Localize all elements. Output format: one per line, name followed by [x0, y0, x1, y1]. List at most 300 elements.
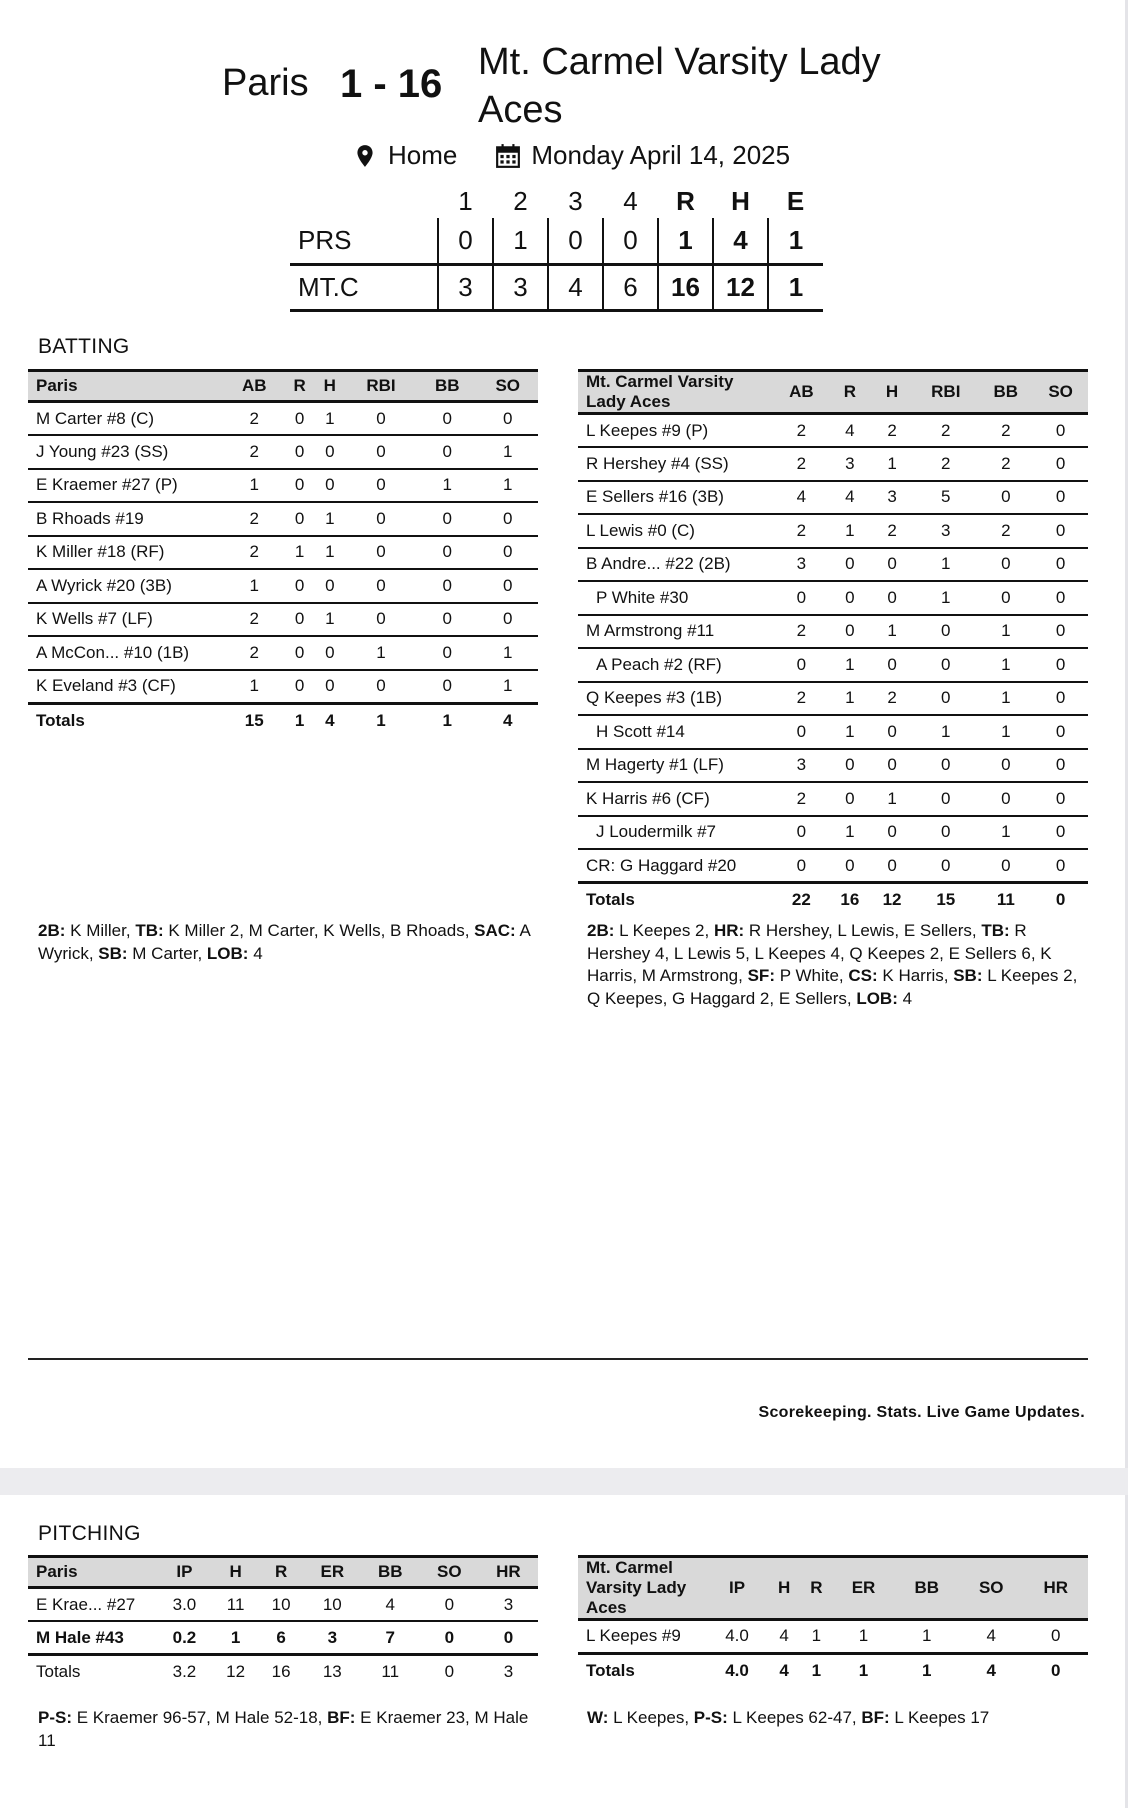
player-name: Q Keepes #3 (1B)	[578, 682, 774, 716]
player-name: L Lewis #0 (C)	[578, 514, 774, 548]
stat-cell: 0	[871, 548, 913, 582]
stat-cell: 10	[304, 1588, 361, 1622]
player-name: B Rhoads #19	[28, 502, 224, 536]
total-errors: 1	[768, 264, 823, 310]
game-date: Monday April 14, 2025	[531, 140, 791, 170]
stat-cell: 1	[829, 682, 871, 716]
note-label: LOB:	[206, 943, 249, 963]
stat-cell: 1	[978, 648, 1033, 682]
stat-cell: 0.2	[156, 1621, 213, 1655]
pitcher-row	[28, 1621, 538, 1655]
inning-header: 3	[568, 185, 583, 216]
stat-cell: 0	[978, 481, 1033, 515]
map-pin-icon	[352, 143, 378, 169]
stat-cell: 2	[774, 782, 829, 816]
batter-row	[578, 648, 1088, 682]
paris-pitching-notes	[38, 1707, 548, 1752]
batter-row	[578, 849, 1088, 883]
stat-cell: 1	[978, 816, 1033, 850]
stat-cell: 1	[478, 636, 539, 670]
batter-row	[578, 782, 1088, 816]
note-label: SAC:	[474, 921, 516, 940]
stat-cell: 1	[913, 548, 978, 582]
stat-cell: 1	[224, 569, 284, 603]
team-column-header: Mt. Carmel Varsity Lady Aces	[578, 371, 774, 414]
player-name: K Eveland #3 (CF)	[28, 670, 224, 704]
batter-row	[28, 603, 538, 637]
stat-cell: 0	[345, 603, 417, 637]
stat-cell: 0	[284, 569, 314, 603]
player-name: A Wyrick #20 (3B)	[28, 569, 224, 603]
away-team-name: Paris	[222, 62, 309, 104]
stat-cell: 0	[774, 715, 829, 749]
stat-cell: 0	[478, 502, 539, 536]
note-text: K Miller 2, M Carter, K Wells, B Rhoads,	[163, 921, 475, 940]
total-runs: 16	[658, 264, 713, 310]
stat-cell: 2	[978, 514, 1033, 548]
total-cell: 4	[478, 703, 539, 737]
page-gap	[0, 1468, 1128, 1495]
stat-cell: 1	[871, 615, 913, 649]
stat-cell: 2	[224, 603, 284, 637]
player-name: R Hershey #4 (SS)	[578, 447, 774, 481]
stat-cell: 4	[774, 481, 829, 515]
inning-runs: 1	[493, 218, 548, 264]
stat-cell: 2	[871, 682, 913, 716]
stat-cell: 0	[1033, 682, 1088, 716]
player-name: P White #30	[578, 581, 774, 615]
stat-cell: 7	[361, 1621, 420, 1655]
stat-column-header: BB	[978, 371, 1033, 414]
stat-cell: 0	[829, 749, 871, 783]
inning-runs: 0	[438, 218, 493, 264]
stat-column-header: HR	[1023, 1557, 1088, 1620]
table-header-row	[578, 371, 1088, 414]
stat-cell: 4	[829, 481, 871, 515]
stat-cell: 0	[345, 670, 417, 704]
stat-cell: 0	[913, 849, 978, 883]
stat-column-header: H	[871, 371, 913, 414]
stat-cell: 2	[224, 402, 284, 436]
stat-cell: 0	[315, 435, 345, 469]
totals-row	[578, 883, 1088, 917]
stat-cell: 0	[774, 816, 829, 850]
batter-row	[578, 682, 1088, 716]
stat-cell: 0	[417, 502, 477, 536]
note-text: L Keepes 17	[889, 1708, 990, 1727]
player-name: J Young #23 (SS)	[28, 435, 224, 469]
line-score-team: MT.C	[290, 264, 438, 310]
stat-cell: 0	[345, 502, 417, 536]
player-name: M Hagerty #1 (LF)	[578, 749, 774, 783]
stat-cell: 0	[284, 636, 314, 670]
stat-column-header: IP	[156, 1557, 213, 1588]
stat-cell: 2	[774, 414, 829, 448]
total-cell: 13	[322, 1662, 342, 1681]
stat-cell: 0	[978, 849, 1033, 883]
stat-cell: 0	[478, 402, 539, 436]
totals-label: Totals	[28, 703, 224, 737]
stat-cell: 0	[478, 536, 539, 570]
total-cell: 3.2	[172, 1662, 197, 1681]
team-column-header: Mt. Carmel Varsity Lady Aces	[578, 1557, 706, 1620]
stat-cell: 0	[774, 648, 829, 682]
total-cell: 22	[774, 883, 829, 917]
note-label: HR:	[713, 921, 745, 940]
stat-cell: 6	[258, 1621, 304, 1655]
totals-row	[28, 1655, 538, 1689]
stat-cell: 0	[913, 615, 978, 649]
stat-cell: 1	[417, 469, 477, 503]
stat-cell: 3	[829, 447, 871, 481]
stat-cell: 1	[829, 648, 871, 682]
stat-cell: 0	[284, 469, 314, 503]
batter-row	[578, 447, 1088, 481]
stat-cell: 2	[871, 514, 913, 548]
stat-cell: 2	[913, 447, 978, 481]
stat-cell: 0	[284, 502, 314, 536]
stat-cell: 0	[420, 1588, 479, 1622]
stat-cell: 1	[284, 536, 314, 570]
note-text: K Miller,	[65, 921, 136, 940]
stat-cell: 1	[345, 636, 417, 670]
note-text: L Keepes 2, Q Keepes, G Haggard 2, E Sellers,	[587, 966, 1078, 1008]
batter-row	[28, 402, 538, 436]
stat-cell: 2	[978, 414, 1033, 448]
stat-cell: 0	[420, 1621, 479, 1655]
total-cell: 4	[959, 1653, 1023, 1687]
player-name: L Keepes #9	[578, 1620, 706, 1654]
stat-cell: 0	[345, 402, 417, 436]
box-score-page-2	[0, 1495, 1128, 1808]
stat-column-header: SO	[420, 1557, 479, 1588]
stat-cell: 0	[315, 636, 345, 670]
footer-divider	[28, 1358, 1088, 1360]
paris-batting-notes	[38, 920, 548, 965]
stat-column-header: SO	[478, 371, 539, 402]
stat-cell: 1	[833, 1620, 895, 1654]
note-text: L Keepes 62-47,	[727, 1708, 862, 1727]
player-name: K Miller #18 (RF)	[28, 536, 224, 570]
mtc-batting-table	[578, 369, 1088, 916]
total-cell: 1	[895, 1653, 959, 1687]
stat-column-header: H	[768, 1557, 800, 1620]
stat-cell: 1	[224, 469, 284, 503]
stat-cell: 0	[417, 636, 477, 670]
note-label: BF:	[861, 1708, 890, 1727]
note-text: 4	[248, 943, 263, 963]
stat-cell: 0	[871, 816, 913, 850]
note-label: TB:	[981, 921, 1010, 940]
total-cell: 0	[1033, 883, 1088, 917]
stat-cell: 1	[478, 670, 539, 704]
note-text: R Hershey 4, L Lewis 5, L Keepes 4, Q Keepes 2, E Sellers 6, K Harris, M Armstrong,	[587, 921, 1052, 985]
total-cell: 12	[871, 883, 913, 917]
errors-header: E	[786, 185, 805, 216]
stat-cell: 0	[417, 536, 477, 570]
pitcher-row	[578, 1620, 1088, 1654]
note-text: L Keepes,	[608, 1708, 694, 1727]
total-errors: 1	[768, 218, 823, 264]
batter-row	[28, 636, 538, 670]
total-cell: 4	[315, 703, 345, 737]
stat-cell: 0	[913, 782, 978, 816]
note-text: P White,	[774, 966, 849, 985]
batting-section-title: BATTING	[38, 335, 130, 358]
total-cell: 3	[503, 1662, 514, 1681]
runs-header: R	[676, 185, 695, 216]
note-text: R Hershey, L Lewis, E Sellers,	[744, 921, 982, 940]
batter-row	[28, 536, 538, 570]
stat-cell: 1	[829, 514, 871, 548]
stat-cell: 1	[913, 581, 978, 615]
inning-runs: 4	[548, 264, 603, 310]
inning-header: 4	[623, 185, 638, 216]
stat-cell: 0	[829, 782, 871, 816]
stat-column-header: RBI	[345, 371, 417, 402]
stat-cell: 0	[315, 569, 345, 603]
stat-cell: 3	[479, 1588, 538, 1622]
player-name: A Peach #2 (RF)	[578, 648, 774, 682]
batter-row	[28, 502, 538, 536]
stat-cell: 0	[871, 715, 913, 749]
total-cell: 1	[833, 1653, 895, 1687]
stat-column-header: HR	[479, 1557, 538, 1588]
stat-cell: 2	[774, 447, 829, 481]
batter-row	[578, 481, 1088, 515]
hits-header: H	[731, 185, 750, 216]
player-name: E Kraemer #27 (P)	[28, 469, 224, 503]
total-hits: 12	[713, 264, 768, 310]
game-meta	[352, 140, 790, 171]
batter-row	[578, 414, 1088, 448]
stat-cell: 0	[284, 603, 314, 637]
stat-cell: 0	[479, 1621, 538, 1655]
stat-cell: 1	[478, 469, 539, 503]
stat-cell: 0	[1033, 514, 1088, 548]
total-cell: 4.0	[706, 1653, 768, 1687]
note-text: K Harris,	[877, 966, 954, 985]
total-cell: 0	[444, 1662, 455, 1681]
stat-column-header: IP	[706, 1557, 768, 1620]
stat-cell: 2	[224, 636, 284, 670]
stat-cell: 5	[913, 481, 978, 515]
stat-cell: 0	[345, 569, 417, 603]
stat-cell: 1	[895, 1620, 959, 1654]
batter-row	[28, 569, 538, 603]
player-name: M Hale #43	[28, 1621, 156, 1655]
player-name: B Andre... #22 (2B)	[578, 548, 774, 582]
player-name: K Harris #6 (CF)	[578, 782, 774, 816]
stat-cell: 0	[417, 670, 477, 704]
stat-cell: 0	[1033, 816, 1088, 850]
mtc-pitching-notes	[587, 1707, 1087, 1730]
stat-cell: 0	[1033, 648, 1088, 682]
stat-cell: 3	[774, 749, 829, 783]
stat-column-header: BB	[361, 1557, 420, 1588]
total-cell: 12	[226, 1662, 246, 1681]
stat-cell: 1	[871, 447, 913, 481]
stat-cell: 1	[315, 402, 345, 436]
stat-cell: 1	[800, 1620, 832, 1654]
note-label: SF:	[747, 966, 775, 985]
player-name: M Carter #8 (C)	[28, 402, 224, 436]
batter-row	[28, 469, 538, 503]
stat-cell: 0	[774, 849, 829, 883]
final-score: 1 - 16	[340, 62, 443, 106]
total-cell: 1	[284, 703, 314, 737]
note-label: P-S:	[38, 1708, 72, 1727]
player-name: E Sellers #16 (3B)	[578, 481, 774, 515]
stat-cell: 0	[978, 548, 1033, 582]
stat-cell: 11	[213, 1588, 259, 1622]
stat-column-header: H	[213, 1557, 259, 1588]
table-header-row	[578, 1557, 1088, 1620]
note-text: A Wyrick,	[38, 921, 530, 963]
stat-cell: 0	[1033, 715, 1088, 749]
note-label: LOB:	[856, 988, 898, 1008]
mtc-pitching-table	[578, 1555, 1088, 1687]
stat-cell: 0	[829, 849, 871, 883]
player-name: E Krae... #27	[28, 1588, 156, 1622]
stat-cell: 0	[345, 536, 417, 570]
stat-column-header: AB	[224, 371, 284, 402]
batter-row	[578, 615, 1088, 649]
note-label: 2B:	[38, 921, 66, 940]
stat-cell: 0	[1033, 447, 1088, 481]
total-cell: 11	[978, 883, 1033, 917]
paris-batting-table	[28, 369, 538, 737]
line-score-row	[290, 218, 823, 264]
stat-cell: 0	[913, 816, 978, 850]
stat-cell: 2	[224, 502, 284, 536]
stat-cell: 0	[284, 402, 314, 436]
pitcher-row	[28, 1588, 538, 1622]
stat-cell: 1	[913, 715, 978, 749]
stat-cell: 0	[871, 749, 913, 783]
stat-column-header: R	[829, 371, 871, 414]
stat-cell: 2	[774, 682, 829, 716]
stat-cell: 0	[1033, 581, 1088, 615]
stat-cell: 1	[871, 782, 913, 816]
stat-cell: 2	[224, 536, 284, 570]
stat-cell: 1	[978, 682, 1033, 716]
stat-cell: 0	[1023, 1620, 1088, 1654]
stat-cell: 3	[913, 514, 978, 548]
footer-tagline: Scorekeeping. Stats. Live Game Updates.	[758, 1404, 1085, 1421]
batter-row	[578, 715, 1088, 749]
stat-cell: 0	[871, 849, 913, 883]
stat-cell: 1	[978, 715, 1033, 749]
stat-cell: 0	[417, 402, 477, 436]
note-label: BF:	[327, 1708, 356, 1727]
stat-cell: 4	[959, 1620, 1023, 1654]
stat-column-header: R	[284, 371, 314, 402]
note-label: SB:	[98, 943, 128, 963]
stat-cell: 0	[978, 581, 1033, 615]
total-cell: 11	[381, 1662, 400, 1681]
mtc-batting-notes	[587, 920, 1087, 1010]
stat-cell: 0	[1033, 849, 1088, 883]
stat-cell: 0	[345, 469, 417, 503]
stat-cell: 0	[1033, 749, 1088, 783]
pitching-section-title: PITCHING	[38, 1522, 141, 1545]
stat-column-header: R	[800, 1557, 832, 1620]
stat-column-header: R	[258, 1557, 304, 1588]
stat-cell: 1	[315, 536, 345, 570]
line-score	[290, 184, 823, 312]
total-cell: 16	[271, 1662, 291, 1681]
table-header-row	[28, 1557, 538, 1588]
stat-cell: 0	[345, 435, 417, 469]
stat-cell: 3	[304, 1621, 361, 1655]
stat-cell: 1	[213, 1621, 259, 1655]
stat-cell: 0	[478, 569, 539, 603]
note-label: TB:	[135, 921, 164, 940]
stat-cell: 0	[913, 648, 978, 682]
stat-cell: 0	[829, 581, 871, 615]
stat-cell: 0	[1033, 615, 1088, 649]
totals-label: Totals	[578, 1653, 706, 1687]
player-name: H Scott #14	[578, 715, 774, 749]
stat-column-header: BB	[895, 1557, 959, 1620]
team-column-header: Paris	[28, 1557, 156, 1588]
total-cell: 15	[913, 883, 978, 917]
note-label: W:	[587, 1708, 609, 1727]
total-cell: 15	[224, 703, 284, 737]
inning-runs: 6	[603, 264, 658, 310]
stat-cell: 3	[774, 548, 829, 582]
stat-cell: 4	[768, 1620, 800, 1654]
home-team-name: Mt. Carmel Varsity Lady Aces	[478, 41, 881, 131]
player-name: J Loudermilk #7	[578, 816, 774, 850]
stat-cell: 0	[417, 569, 477, 603]
stat-column-header: RBI	[913, 371, 978, 414]
batter-row	[578, 816, 1088, 850]
stat-cell: 0	[417, 435, 477, 469]
note-label: 2B:	[587, 921, 615, 940]
stat-cell: 0	[315, 670, 345, 704]
game-location: Home	[388, 140, 458, 170]
stat-cell: 0	[284, 670, 314, 704]
stat-cell: 0	[315, 469, 345, 503]
totals-label: Totals	[578, 883, 774, 917]
stat-cell: 2	[978, 447, 1033, 481]
stat-column-header: SO	[959, 1557, 1023, 1620]
player-name: A McCon... #10 (1B)	[28, 636, 224, 670]
stat-cell: 1	[829, 816, 871, 850]
note-text: M Carter,	[127, 943, 207, 963]
total-hits: 4	[713, 218, 768, 264]
batter-row	[28, 435, 538, 469]
stat-cell: 0	[978, 782, 1033, 816]
stat-cell: 1	[829, 715, 871, 749]
stat-cell: 0	[417, 603, 477, 637]
note-text: L Keepes 2,	[614, 921, 714, 940]
stat-cell: 2	[871, 414, 913, 448]
stat-cell: 0	[871, 648, 913, 682]
stat-cell: 1	[478, 435, 539, 469]
note-text: 4	[897, 988, 913, 1008]
player-name: CR: G Haggard #20	[578, 849, 774, 883]
total-cell: 1	[345, 703, 417, 737]
player-name: L Keepes #9 (P)	[578, 414, 774, 448]
stat-cell: 1	[224, 670, 284, 704]
total-cell: 0	[1023, 1653, 1088, 1687]
stat-cell: 1	[978, 615, 1033, 649]
stat-column-header: BB	[417, 371, 477, 402]
inning-runs: 0	[603, 218, 658, 264]
